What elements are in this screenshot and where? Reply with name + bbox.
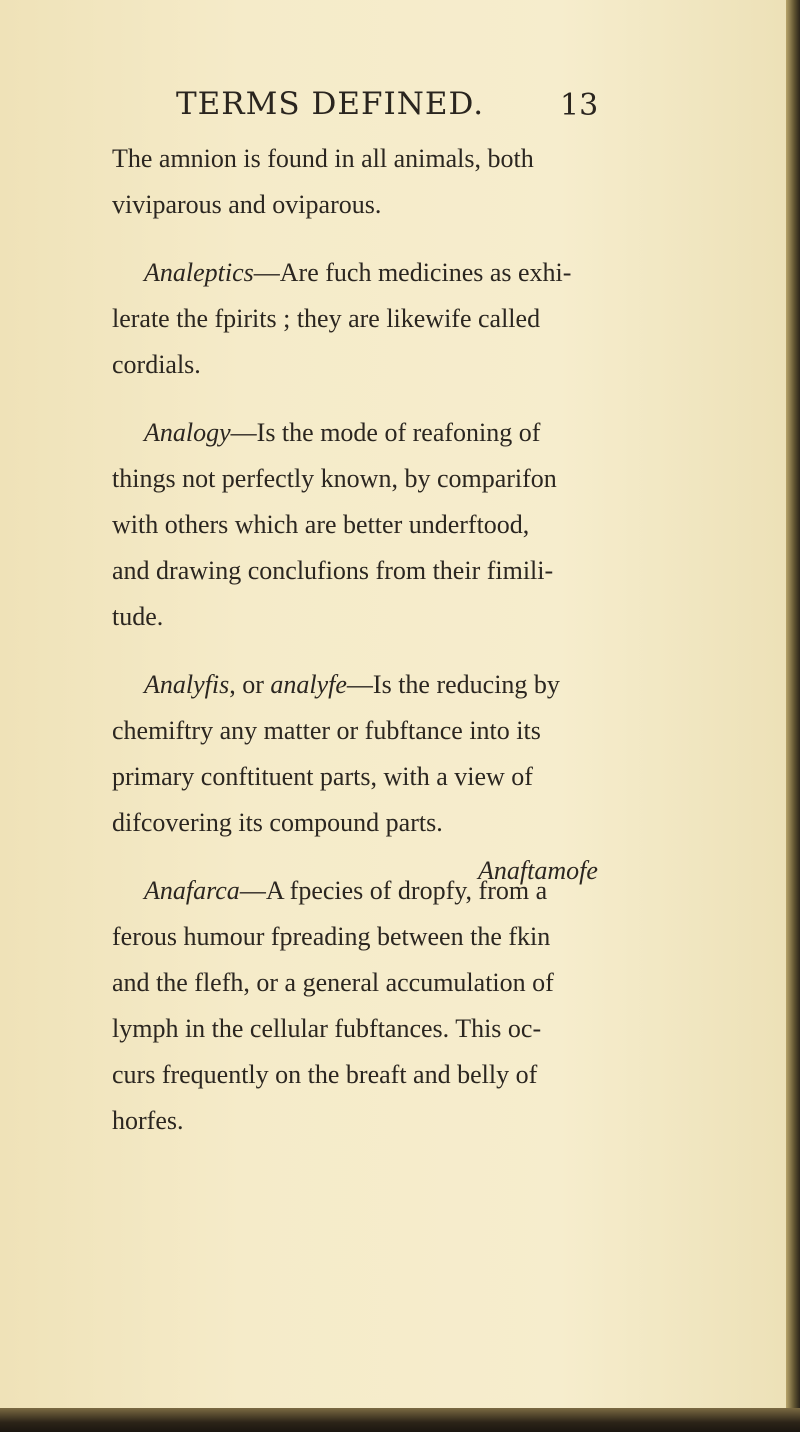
text-line: horfes. <box>112 1106 184 1135</box>
text-line: with others which are better underftood, <box>112 510 530 539</box>
page-edge-bottom <box>0 1408 800 1432</box>
entry-term: Analeptics <box>144 258 254 287</box>
catchword: Anaftamofe <box>478 856 598 885</box>
text-line: The amnion is found in all animals, both <box>112 144 534 173</box>
text-line: —Is the reducing by <box>346 670 560 699</box>
entry-first-line <box>112 410 627 456</box>
page-edge-right <box>786 0 800 1432</box>
body-text <box>112 136 627 1144</box>
entry-term: Analogy <box>144 418 231 447</box>
text-line: —A fpecies of dropfy, from a <box>239 876 548 905</box>
entry-term: Anafarca <box>144 876 240 905</box>
entry-term: Analyfis <box>144 670 230 699</box>
text-line: lerate the fpirits ; they are likewife called <box>112 304 541 333</box>
running-title: TERMS DEFINED. <box>176 86 485 122</box>
text-line: ferous humour fpreading between the fkin <box>112 922 551 951</box>
entry-first-line <box>112 250 627 296</box>
text-line: primary conftituent parts, with a view of <box>112 762 533 791</box>
entry-alt-term: analyfe <box>270 670 347 699</box>
text-line: —Are fuch medicines as exhi- <box>253 258 572 287</box>
entry-first-line <box>112 662 627 708</box>
text-line: tude. <box>112 602 164 631</box>
text-line: chemiftry any matter or fubftance into its <box>112 716 541 745</box>
text-line: and drawing conclufions from their fimili- <box>112 556 554 585</box>
text-line: difcovering its compound parts. <box>112 808 443 837</box>
text-line: lymph in the cellular fubftances. This oc- <box>112 1014 542 1043</box>
text-line: curs frequently on the breaft and belly of <box>112 1060 538 1089</box>
page-number: 13 <box>560 88 599 123</box>
text-line: viviparous and oviparous. <box>112 190 382 219</box>
text-line: —Is the mode of reafoning of <box>230 418 541 447</box>
entry-connector: , or <box>229 670 271 699</box>
text-line: and the flefh, or a general accumulation of <box>112 968 554 997</box>
text-line: things not perfectly known, by comparifon <box>112 464 557 493</box>
text-line: cordials. <box>112 350 201 379</box>
